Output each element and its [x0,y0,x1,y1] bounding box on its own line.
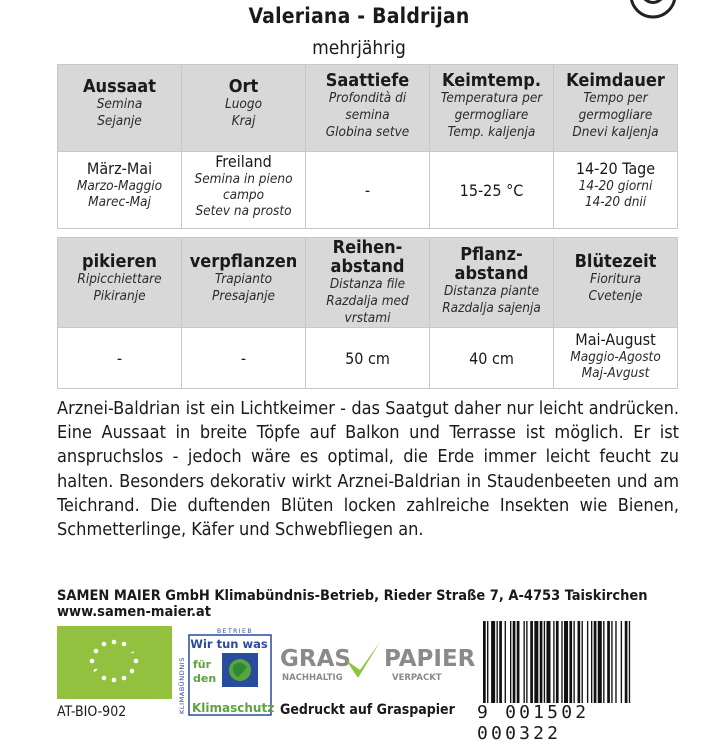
value-main: 14-20 Tage [575,159,656,178]
klimabuendnis-logo [177,626,275,716]
value-it: Marzo-Maggio [76,178,163,194]
description-text: Arznei-Baldrian ist ein Lichtkeimer - das Saatgut daher nur leicht andrücken. Eine Aussaat in breite Töpfe auf Balkon und Terrasse ist möglich. Er ist anspruchslos - jedoch wäre es optimal, die Erde immer leicht feucht zu halten. Besonders dekorativ wirkt Arznei-Baldrian in Staudenbeeten und am Teichrand. Die duftenden Blüten locken zahlreiche Insekten wie Bienen, Schmetterlinge, Käfer und Schwebfliegen an. [57,398,679,541]
header-it: Profondità di semina [328,90,407,123]
value-sl: 14-20 dnii [584,194,647,210]
value-main: - [116,348,123,368]
header-title: Aussaat [83,76,156,97]
klima-line2: für [193,658,212,671]
planting-table [57,237,678,389]
value-sl: Maj-Avgust [581,365,650,381]
value-cell-germ-duration [554,152,678,229]
barcode [477,621,677,703]
header-title: Pflanz- [460,244,523,265]
header-title: Blütezeit [574,251,657,272]
header-cell-row-spacing [306,238,430,328]
header-title: Ort [228,76,259,97]
header-it: Distanza piante [443,283,540,299]
gras-sub-1: NACHHALTIG [282,673,343,683]
klima-side-text: KLIMABÜNDNIS [178,656,186,714]
value-cell-plant-spacing [430,328,554,389]
header-cell-pricking [58,238,182,328]
header-it: Luogo [224,96,263,112]
bio-code: AT-BIO-902 [57,704,127,720]
header-title: verpflanzen [189,251,298,272]
header-sl: Razdalja sajenja [442,300,541,316]
value-cell-row-spacing [306,328,430,389]
gras-word-2: PAPIER [384,646,476,672]
header-cell-bloom [554,238,678,328]
header-sl: Dnevi kaljenja [572,124,659,140]
value-cell-germ-temp [430,152,554,229]
gras-sub-2: VERPACKT [392,673,442,683]
header-cell-transplant [182,238,306,328]
value-it: 14-20 giorni [578,178,653,194]
graspapier-logo [280,640,476,688]
sowing-table [57,64,678,229]
header-cell-depth [306,65,430,152]
klima-line3: den [193,672,217,685]
value-main: Mai-August [575,330,656,349]
klima-top-text: BETRIEB [217,628,253,635]
header-sl: Cvetenje [588,288,643,304]
value-it: Maggio-Agosto [570,349,661,365]
value-main: - [364,180,371,200]
printed-on-note: Gedruckt auf Graspapier [280,702,455,718]
header-it: Trapianto [214,271,273,287]
header-sl: Kraj [231,113,256,129]
value-cell-location [182,152,306,229]
header-title: Keimtemp. [442,70,541,91]
header-cell-location [182,65,306,152]
header-sl: Temp. kaljenja [447,124,536,140]
value-main: 50 cm [345,348,390,368]
header-sl: Globina setve [325,124,410,140]
header-it: Ripicchiettare [77,271,162,287]
klima-slogan: Wir tun was [190,637,268,651]
value-it: Semina in pieno campo [194,171,293,203]
header-title: Keimdauer [566,70,665,91]
check-mark-icon [346,642,380,678]
header-sl: Presajanje [212,288,275,304]
header-cell-germ-temp [430,65,554,152]
value-sl: Setev na prosto [195,203,292,219]
header-it: Distanza file [329,276,406,292]
header-sl: Sejanje [97,113,142,129]
barcode-number: 9 001502 000322 [477,702,590,744]
header-title-2: abstand [454,263,529,284]
gras-word-1: GRAS [280,646,351,672]
header-it: Fioritura [589,271,642,287]
value-cell-transplant [182,328,306,389]
recycle-icon [628,0,678,20]
value-main: 40 cm [469,348,514,368]
company-website[interactable]: www.samen-maier.at [57,604,211,620]
page-subtitle: mehrjährig [312,37,406,59]
value-main: Freiland [215,152,272,171]
header-cell-sowing [58,65,182,152]
value-cell-sowing [58,152,182,229]
eu-organic-logo [57,626,172,699]
value-main: März-Mai [86,159,153,178]
value-cell-bloom [554,328,678,389]
header-it: Tempo per germogliare [578,90,653,123]
value-cell-pricking [58,328,182,389]
header-it: Temperatura per germogliare [440,90,543,123]
header-sl: Razdalja med vrstami [326,293,409,326]
klima-line4: Klimaschutz [192,701,275,715]
header-cell-germ-duration [554,65,678,152]
company-address: SAMEN MAIER GmbH Klimabündnis-Betrieb, Rieder Straße 7, A-4753 Taiskirchen [57,588,648,604]
header-title: Reihen- [332,237,403,258]
header-sl: Pikiranje [93,288,146,304]
header-title: Saattiefe [325,70,410,91]
header-title-2: abstand [330,256,405,277]
value-main: 15-25 °C [459,180,524,200]
header-it: Semina [96,96,143,112]
header-title: pikieren [82,251,157,272]
header-cell-plant-spacing [430,238,554,328]
value-sl: Marec-Maj [88,194,151,210]
value-main: - [240,348,247,368]
page-title: Valeriana - Baldrijan [248,4,470,28]
value-cell-depth [306,152,430,229]
